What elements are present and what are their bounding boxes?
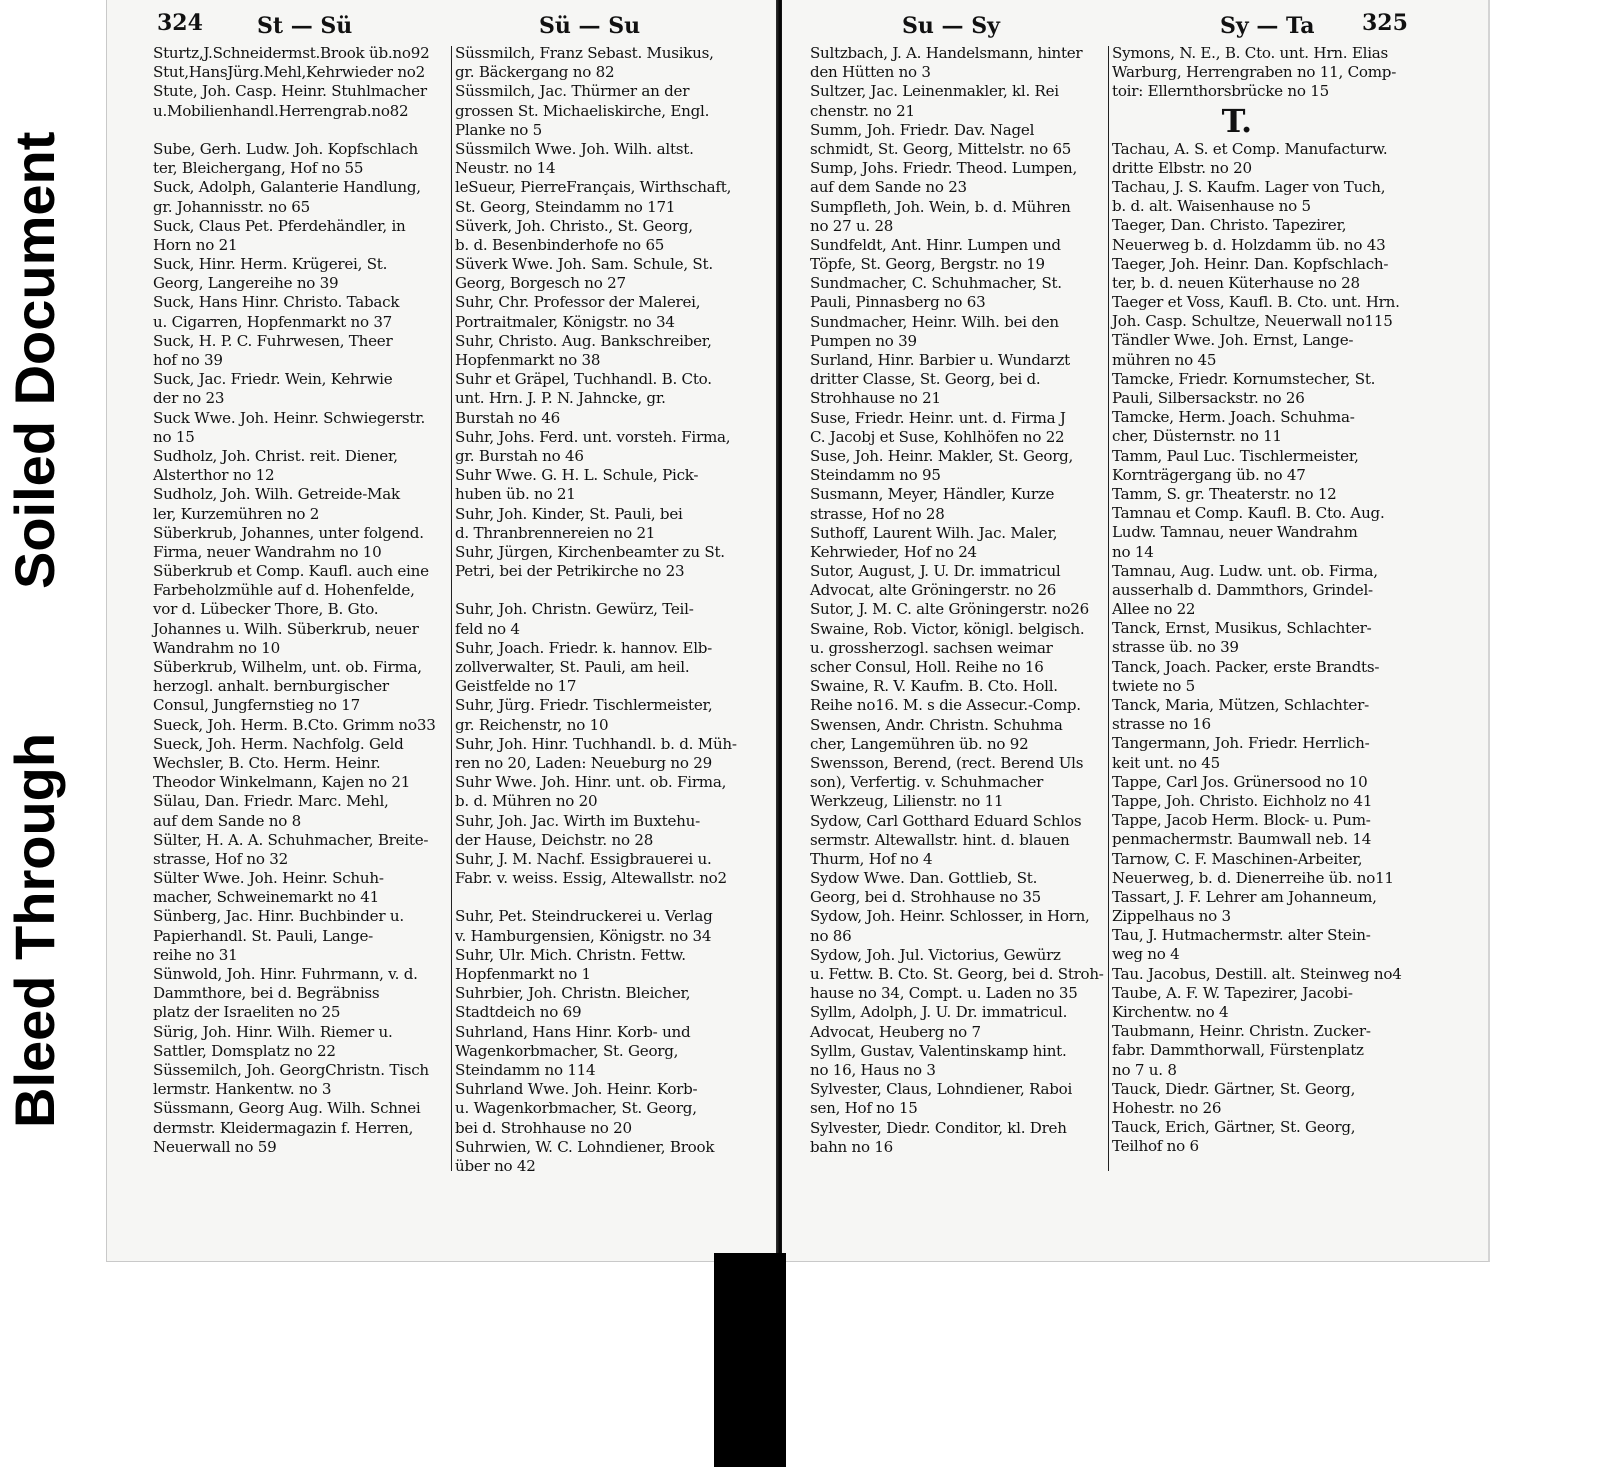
entry-line: cher, Düsternstr. no 11	[1112, 427, 1282, 446]
entry-line: Sydow, Joh. Heinr. Schlosser, in Horn,	[810, 907, 1090, 926]
entry-line: leSueur, PierreFrançais, Wirthschaft,	[455, 178, 732, 197]
entry-line: macher, Schweinemarkt no 41	[153, 888, 380, 907]
entry-line: Sylvester, Diedr. Conditor, kl. Dreh	[810, 1118, 1067, 1137]
entry-line: strasse üb. no 39	[1112, 638, 1239, 657]
entry-line: bei d. Strohhause no 20	[455, 1118, 632, 1137]
entry-line: Hopfenmarkt no 38	[455, 351, 601, 369]
entry-line: auf dem Sande no 8	[153, 811, 301, 830]
entry-line: platz der Israeliten no 25	[153, 1003, 341, 1022]
entry-line: Strohhause no 21	[810, 389, 941, 408]
entry-line: Süssmann, Georg Aug. Wilh. Schnei	[153, 1099, 421, 1118]
entry-line: Tamcke, Herm. Joach. Schuhma-	[1112, 408, 1355, 427]
entry-line: Sürig, Joh. Hinr. Wilh. Riemer u.	[153, 1022, 393, 1041]
left-page	[106, 0, 778, 1262]
entry-line: dritte Elbstr. no 20	[1112, 158, 1252, 177]
entry-line: strasse, Hof no 28	[810, 504, 945, 523]
entry-line: penmachermstr. Baumwall neb. 14	[1112, 830, 1372, 849]
entry-line: unt. Hrn. J. P. N. Jahncke, gr.	[455, 389, 666, 408]
entry-line: feld no 4	[455, 619, 520, 638]
entry-line: Swaine, R. V. Kaufm. B. Cto. Holl.	[810, 677, 1058, 696]
entry-line: Tau. Jacobus, Destill. alt. Steinweg no4	[1112, 964, 1402, 983]
entry-line: Kirchentw. no 4	[1112, 1003, 1229, 1021]
entry-line: Suthoff, Laurent Wilh. Jac. Maler,	[810, 523, 1058, 542]
running-header-left-a: St — Sü	[257, 13, 353, 39]
entry-line: ler, Kurzemühren no 2	[153, 504, 320, 523]
entry-line: Stadtdeich no 69	[455, 1003, 582, 1022]
entry-line: Sülau, Dan. Friedr. Marc. Mehl,	[153, 792, 389, 811]
entry-line: Tauck, Diedr. Gärtner, St. Georg,	[1112, 1079, 1356, 1098]
entry-line: dritter Classe, St. Georg, bei d.	[810, 370, 1041, 389]
entry-line: über no 42	[455, 1156, 536, 1175]
entry-line: Portraitmaler, Königstr. no 34	[455, 312, 675, 331]
entry-line: Suhr, Ulr. Mich. Christn. Fettw.	[455, 945, 686, 964]
entry-line: Neuerweg b. d. Holzdamm üb. no 43	[1112, 235, 1386, 254]
entry-line: Ludw. Tamnau, neuer Wandrahm	[1112, 523, 1358, 542]
entry-line: Hohestr. no 26	[1112, 1098, 1222, 1117]
entry-line: Sülter Wwe. Joh. Heinr. Schuh-	[153, 869, 384, 888]
entry-line: Sülter, H. A. A. Schuhmacher, Breite-	[153, 830, 429, 849]
running-header-left-b: Sü — Su	[539, 13, 641, 39]
entry-line: Sydow Wwe. Dan. Gottlieb, St.	[810, 869, 1038, 888]
entry-line: Syllm, Gustav, Valentinskamp hint.	[810, 1041, 1067, 1060]
entry-line: u. Fettw. B. Cto. St. Georg, bei d. Stroh-	[810, 965, 1104, 983]
entries-column-4	[1112, 44, 1402, 1157]
entry-line: ter, b. d. neuen Küterhause no 28	[1112, 273, 1360, 292]
entry-line: der no 23	[153, 389, 225, 408]
entry-line: Tappe, Jacob Herm. Block- u. Pum-	[1112, 811, 1371, 830]
right-page	[782, 0, 1490, 1262]
entry-line: Taube, A. F. W. Tapezirer, Jacobi-	[1112, 983, 1353, 1002]
entry-line: Sueck, Joh. Herm. Nachfolg. Geld	[153, 734, 404, 753]
entry-line: Suhr Wwe. G. H. L. Schule, Pick-	[455, 466, 699, 485]
entry-line: no 86	[810, 926, 852, 945]
entry-line: Georg, Langereihe no 39	[153, 274, 339, 293]
entry-line: Johannes u. Wilh. Süberkrub, neuer	[153, 619, 419, 638]
entries-column-1	[153, 44, 436, 1157]
entry-line: Sumpfleth, Joh. Wein, b. d. Mühren	[810, 197, 1071, 216]
entry-line: St. Georg, Steindamm no 171	[455, 197, 676, 216]
entry-line: cher, Langemühren üb. no 92	[810, 734, 1029, 753]
entry-line: der Hause, Deichstr. no 28	[455, 830, 654, 849]
entry-line: Tachau, A. S. et Comp. Manufacturw.	[1112, 139, 1388, 158]
entry-line: Teilhof no 6	[1112, 1137, 1199, 1156]
entry-line: son), Verfertig. v. Schuhmacher	[810, 773, 1044, 792]
entry-line: Wagenkorbmacher, St. Georg,	[455, 1041, 679, 1060]
entry-line: Tappe, Carl Jos. Grünersood no 10	[1112, 772, 1368, 791]
entry-line: Suse, Joh. Heinr. Makler, St. Georg,	[810, 446, 1074, 465]
entry-line: Neuerwall no 59	[153, 1137, 277, 1156]
entry-line: Suhr, Joh. Jac. Wirth im Buxtehu-	[455, 811, 700, 830]
entry-line: Farbeholzmühle auf d. Hohenfelde,	[153, 581, 415, 600]
entry-line: Suhrland, Hans Hinr. Korb- und	[455, 1022, 691, 1041]
entry-line: Steindamm no 114	[455, 1060, 596, 1079]
entry-line: Sutor, J. M. C. alte Gröningerstr. no26	[810, 600, 1089, 619]
entry-line: Swensson, Berend, (rect. Berend Uls	[810, 753, 1084, 772]
entry-line: Suhr, Joh. Hinr. Tuchhandl. b. d. Müh-	[455, 734, 737, 753]
entry-line: C. Jacobj et Suse, Kohlhöfen no 22	[810, 427, 1065, 446]
entry-line: Taubmann, Heinr. Christn. Zucker-	[1112, 1022, 1371, 1041]
section-letter: T.	[1221, 101, 1252, 140]
entry-line: d. Thranbrennereien no 21	[455, 523, 656, 542]
entry-line: Töpfe, St. Georg, Bergstr. no 19	[810, 255, 1045, 274]
entry-line: Süssmilch, Franz Sebast. Musikus,	[455, 44, 714, 62]
entry-line: Tangermann, Joh. Friedr. Herrlich-	[1112, 734, 1370, 753]
entries-column-3	[810, 44, 1105, 1157]
entry-line: Sydow, Joh. Jul. Victorius, Gewürz	[810, 945, 1061, 964]
entry-line: Susmann, Meyer, Händler, Kurze	[810, 485, 1055, 504]
entry-line: dermstr. Kleidermagazin f. Herren,	[153, 1118, 414, 1137]
entry-line: Tändler Wwe. Joh. Ernst, Lange-	[1112, 331, 1354, 350]
entry-line: gr. Bäckergang no 82	[455, 63, 615, 82]
entry-line: Sydow, Carl Gotthard Eduard Schlos	[810, 811, 1082, 830]
entry-line: vor d. Lübecker Thore, B. Gto.	[153, 600, 379, 619]
column-divider-right	[1108, 46, 1109, 1171]
page-number-right: 325	[1362, 10, 1408, 36]
entry-line: chenstr. no 21	[810, 101, 915, 120]
entry-line: Tau, J. Hutmachermstr. alter Stein-	[1112, 926, 1371, 945]
entry-line: Werkzeug, Lilienstr. no 11	[810, 792, 1004, 811]
entry-line: Advocat, Heuberg no 7	[810, 1022, 981, 1041]
entry-line: no 15	[153, 427, 195, 446]
entry-line	[153, 121, 436, 140]
entry-line: Burstah no 46	[455, 408, 560, 427]
entry-line: Sundmacher, Heinr. Wilh. bei den	[810, 312, 1059, 331]
entry-line: Suck Wwe. Joh. Heinr. Schwiegerstr.	[153, 408, 426, 427]
entry-line: Horn no 21	[153, 235, 238, 254]
entry-line: weg no 4	[1112, 945, 1180, 964]
entry-line: u. grossherzogl. sachsen weimar	[810, 638, 1053, 657]
entry-line: Suhr, Joh. Kinder, St. Pauli, bei	[455, 504, 683, 523]
entry-line: v. Hamburgensien, Königstr. no 34	[455, 926, 712, 945]
entry-line: Planke no 5	[455, 120, 543, 139]
entry-line: strasse no 16	[1112, 715, 1211, 734]
entry-line: Sturtz,J.Schneidermst.Brook üb.no92	[153, 44, 430, 62]
entry-line: Hopfenmarkt no 1	[455, 965, 591, 983]
entry-line: Geistfelde no 17	[455, 677, 577, 696]
entry-line: Suhr et Gräpel, Tuchhandl. B. Cto.	[455, 370, 712, 389]
entry-line: Tanck, Maria, Mützen, Schlachter-	[1112, 696, 1369, 714]
entry-line: b. d. Besenbinderhofe no 65	[455, 235, 665, 254]
entry-line: herzogl. anhalt. bernburgischer	[153, 677, 389, 696]
entry-line: Firma, neuer Wandrahm no 10	[153, 542, 382, 561]
entry-line: Sultzbach, J. A. Handelsmann, hinter	[810, 44, 1083, 62]
entry-line: Warburg, Herrengraben no 11, Comp-	[1112, 63, 1397, 82]
bookmark-ribbon	[714, 1253, 786, 1467]
entry-line: Sünwold, Joh. Hinr. Fuhrmann, v. d.	[153, 965, 418, 983]
entry-line: grossen St. Michaeliskirche, Engl.	[455, 101, 710, 120]
entry-line: Suck, H. P. C. Fuhrwesen, Theer	[153, 331, 393, 350]
entry-line: sen, Hof no 15	[810, 1099, 918, 1118]
entry-line: Süssmilch, Jac. Thürmer an der	[455, 82, 690, 101]
entry-line: Tanck, Joach. Packer, erste Brandts-	[1112, 657, 1380, 676]
entry-line: Neuerweg, b. d. Dienerreihe üb. no11	[1112, 868, 1394, 887]
entry-line: Suhrwien, W. C. Lohndiener, Brook	[455, 1137, 715, 1156]
entry-line: Wechsler, B. Cto. Herm. Heinr.	[153, 753, 381, 772]
entry-line: Pauli, Pinnasberg no 63	[810, 293, 986, 312]
entry-line: gr. Burstah no 46	[455, 446, 584, 465]
entry-line: mühren no 45	[1112, 350, 1217, 369]
entry-line: strasse, Hof no 32	[153, 849, 288, 868]
entry-line: Sube, Gerh. Ludw. Joh. Kopfschlach	[153, 139, 418, 158]
entry-line: Sünberg, Jac. Hinr. Buchbinder u.	[153, 907, 404, 926]
entry-line: hof no 39	[153, 351, 223, 369]
entry-line: Sattler, Domsplatz no 22	[153, 1041, 336, 1060]
entry-line: twiete no 5	[1112, 676, 1195, 695]
entry-line: Suck, Jac. Friedr. Wein, Kehrwie	[153, 370, 393, 389]
entry-line: bahn no 16	[810, 1137, 893, 1156]
entry-line: Tappe, Joh. Christo. Eichholz no 41	[1112, 791, 1373, 810]
entry-line: Suhrbier, Joh. Christn. Bleicher,	[455, 984, 691, 1003]
entry-line: Reihe no16. M. s die Assecur.-Comp.	[810, 696, 1081, 715]
entry-line: Dammthore, bei d. Begräbniss	[153, 984, 380, 1003]
entry-line: Sylvester, Claus, Lohndiener, Raboi	[810, 1080, 1073, 1099]
entry-line: Swensen, Andr. Christn. Schuhma	[810, 715, 1063, 734]
entry-line: Tanck, Ernst, Musikus, Schlachter-	[1112, 619, 1372, 638]
entry-line: Suhr, Johs. Ferd. unt. vorsteh. Firma,	[455, 427, 731, 446]
entry-line: Zippelhaus no 3	[1112, 907, 1231, 926]
entry-line: Suhr, J. M. Nachf. Essigbrauerei u.	[455, 849, 712, 868]
entry-line: gr. Reichenstr, no 10	[455, 715, 609, 734]
entry-line: Suhr, Pet. Steindruckerei u. Verlag	[455, 907, 713, 926]
entry-line: den Hütten no 3	[810, 63, 931, 82]
entry-line: Pauli, Silbersackstr. no 26	[1112, 389, 1305, 407]
entry-line: Theodor Winkelmann, Kajen no 21	[153, 773, 411, 792]
entry-line: schmidt, St. Georg, Mittelstr. no 65	[810, 139, 1072, 158]
entry-line: Tamm, S. gr. Theaterstr. no 12	[1112, 484, 1337, 503]
entry-line: Steindamm no 95	[810, 466, 941, 485]
entry-line: Tarnow, C. F. Maschinen-Arbeiter,	[1112, 849, 1363, 868]
entry-line: Suse, Friedr. Heinr. unt. d. Firma J	[810, 408, 1066, 427]
entry-line: reihe no 31	[153, 945, 238, 964]
entry-line: Süberkrub, Johannes, unter folgend.	[153, 523, 424, 542]
entry-line: zollverwalter, St. Pauli, am heil.	[455, 658, 690, 676]
entry-line: Tamm, Paul Luc. Tischlermeister,	[1112, 446, 1359, 465]
entry-line: huben üb. no 21	[455, 485, 576, 504]
entry-line: Neustr. no 14	[455, 159, 556, 178]
entry-line: Sump, Johs. Friedr. Theod. Lumpen,	[810, 159, 1078, 178]
entry-line: Swaine, Rob. Victor, königl. belgisch.	[810, 619, 1085, 638]
entry-line: Sundfeldt, Ant. Hinr. Lumpen und	[810, 235, 1061, 254]
entry-line: Sultzer, Jac. Leinenmakler, kl. Rei	[810, 82, 1059, 101]
entry-line: Suhr, Joh. Christn. Gewürz, Teil-	[455, 600, 694, 619]
column-divider-left	[451, 46, 452, 1171]
entry-line: b. d. Mühren no 20	[455, 792, 598, 811]
entry-line: Sueck, Joh. Herm. B.Cto. Grimm no33	[153, 715, 436, 734]
entry-line: hause no 34, Compt. u. Laden no 35	[810, 984, 1078, 1003]
entry-line: Tassart, J. F. Lehrer am Johanneum,	[1112, 887, 1377, 906]
entry-line: gr. Johannisstr. no 65	[153, 197, 310, 216]
entry-line: Sundmacher, C. Schuhmacher, St.	[810, 274, 1062, 293]
entry-line: Taeger, Dan. Christo. Tapezirer,	[1112, 216, 1347, 235]
entry-line: Allee no 22	[1112, 600, 1196, 619]
entry-line: Suck, Hinr. Herm. Krügerei, St.	[153, 255, 388, 274]
entry-line: sermstr. Altewallstr. hint. d. blauen	[810, 830, 1070, 849]
entry-line: Suhr, Jürg. Friedr. Tischlermeister,	[455, 696, 713, 715]
entry-line: Sudholz, Joh. Wilh. Getreide-Mak	[153, 485, 400, 504]
entry-line: Suhr, Jürgen, Kirchenbeamter zu St.	[455, 542, 725, 561]
entry-line: Sutor, August, J. U. Dr. immatricul	[810, 562, 1061, 581]
entry-line: ausserhalb d. Dammthors, Grindel-	[1112, 580, 1373, 599]
entry-line: Surland, Hinr. Barbier u. Wundarzt	[810, 351, 1070, 369]
entry-line: Stut,HansJürg.Mehl,Kehrwieder no2	[153, 63, 425, 82]
entry-line: Tauck, Erich, Gärtner, St. Georg,	[1112, 1118, 1356, 1137]
entry-line: Suhr Wwe. Joh. Hinr. unt. ob. Firma,	[455, 773, 727, 792]
entry-line: Thurm, Hof no 4	[810, 849, 933, 868]
running-header-right-b: Sy — Ta	[1220, 13, 1315, 39]
entry-line: Advocat, alte Gröningerstr. no 26	[810, 581, 1057, 600]
entry-line: Taeger, Joh. Heinr. Dan. Kopfschlach-	[1112, 254, 1389, 273]
soiled-document-stamp: Soiled Document	[3, 131, 66, 589]
entry-line: ter, Bleichergang, Hof no 55	[153, 159, 364, 178]
entry-line: Taeger et Voss, Kaufl. B. Cto. unt. Hrn.	[1112, 293, 1400, 312]
entry-line	[455, 581, 737, 600]
entry-line: Suck, Adolph, Galanterie Handlung,	[153, 178, 421, 197]
entry-line: Stute, Joh. Casp. Heinr. Stuhlmacher	[153, 82, 427, 101]
entry-line: Georg, bei d. Strohhause no 35	[810, 888, 1041, 907]
entry-line: fabr. Dammthorwall, Fürstenplatz	[1112, 1041, 1364, 1060]
entry-line: keit unt. no 45	[1112, 753, 1220, 772]
entry-line: Georg, Borgesch no 27	[455, 274, 626, 293]
entry-line: Süberkrub, Wilhelm, unt. ob. Firma,	[153, 658, 422, 676]
entries-column-2	[455, 44, 737, 1176]
entry-line: Suck, Hans Hinr. Christo. Taback	[153, 293, 400, 312]
entry-line: toir: Ellernthorsbrücke no 15	[1112, 82, 1329, 101]
entry-line: Alsterthor no 12	[153, 466, 275, 485]
entry-line: Süssemilch, Joh. GeorgChristn. Tisch	[153, 1060, 429, 1079]
entry-line: b. d. alt. Waisenhause no 5	[1112, 197, 1311, 216]
entry-line: Fabr. v. weiss. Essig, Altewallstr. no2	[455, 869, 727, 888]
entry-line: Syllm, Adolph, J. U. Dr. immatricul.	[810, 1003, 1068, 1022]
entry-line: lermstr. Hankentw. no 3	[153, 1080, 332, 1099]
entry-line: Süberkrub et Comp. Kaufl. auch eine	[153, 562, 429, 581]
entry-line: no 27 u. 28	[810, 216, 894, 235]
entry-line: Tamnau et Comp. Kaufl. B. Cto. Aug.	[1112, 504, 1385, 523]
entry-line: Kornträgergang üb. no 47	[1112, 465, 1306, 484]
entry-line: Suhrland Wwe. Joh. Heinr. Korb-	[455, 1080, 698, 1099]
entry-line: Wandrahm no 10	[153, 638, 280, 657]
entry-line: Süverk Wwe. Joh. Sam. Schule, St.	[455, 255, 713, 274]
entry-line: Kehrwieder, Hof no 24	[810, 542, 977, 561]
entry-line: Suck, Claus Pet. Pferdehändler, in	[153, 216, 406, 235]
entry-line: Tamnau, Aug. Ludw. unt. ob. Firma,	[1112, 561, 1378, 580]
entry-line: Suhr, Joach. Friedr. k. hannov. Elb-	[455, 638, 713, 657]
entry-line: Sudholz, Joh. Christ. reit. Diener,	[153, 446, 398, 465]
entry-line: Pumpen no 39	[810, 331, 917, 350]
running-header-right-a: Su — Sy	[902, 13, 1000, 39]
entry-line: Suhr, Christo. Aug. Bankschreiber,	[455, 331, 712, 350]
entry-line: Consul, Jungfernstieg no 17	[153, 696, 360, 715]
entry-line: Joh. Casp. Schultze, Neuerwall no115	[1112, 312, 1393, 331]
entry-line: no 7 u. 8	[1112, 1060, 1177, 1079]
page-number-left: 324	[157, 10, 203, 36]
entry-line: Süssmilch Wwe. Joh. Wilh. altst.	[455, 139, 694, 158]
entry-line: auf dem Sande no 23	[810, 178, 967, 197]
entry-line: Symons, N. E., B. Cto. unt. Hrn. Elias	[1112, 44, 1389, 62]
entry-line: Suhr, Chr. Professor der Malerei,	[455, 293, 701, 312]
entry-line	[455, 888, 737, 907]
entry-line: Tamcke, Friedr. Kornumstecher, St.	[1112, 369, 1376, 388]
entry-line: ren no 20, Laden: Neueburg no 29	[455, 753, 712, 772]
entry-line: scher Consul, Holl. Reihe no 16	[810, 658, 1044, 676]
entry-line: Papierhandl. St. Pauli, Lange-	[153, 926, 374, 945]
entry-line: u. Wagenkorbmacher, St. Georg,	[455, 1099, 697, 1118]
bleed-through-stamp: Bleed Through	[3, 732, 66, 1128]
entry-line: no 14	[1112, 542, 1154, 561]
entry-line: u.Mobilienhandl.Herrengrab.no82	[153, 101, 409, 120]
entry-line: Tachau, J. S. Kaufm. Lager von Tuch,	[1112, 177, 1386, 196]
entry-line: no 16, Haus no 3	[810, 1060, 936, 1079]
entry-line: Petri, bei der Petrikirche no 23	[455, 562, 685, 581]
entry-line: Süverk, Joh. Christo., St. Georg,	[455, 216, 693, 235]
entry-line: Summ, Joh. Friedr. Dav. Nagel	[810, 120, 1035, 139]
entry-line: u. Cigarren, Hopfenmarkt no 37	[153, 312, 393, 331]
